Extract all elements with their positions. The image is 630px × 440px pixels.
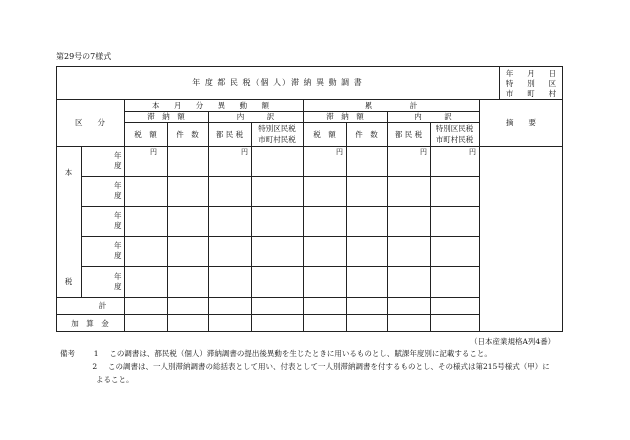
yen-mark: 円 — [469, 148, 476, 156]
cumulative-header: 累 計 — [364, 100, 418, 110]
form-number: 第29号の7様式 — [56, 52, 112, 61]
paper-standard-note: （日本産業規格A列4番） — [470, 337, 556, 346]
special-ward-tax-line1: 特別区民税 — [258, 124, 296, 133]
hon-label: 本 — [64, 167, 73, 177]
month-label: 月 — [527, 68, 535, 78]
fiscal-year-label: 年 度 — [114, 241, 122, 260]
special-ward-tax-header-1 — [251, 123, 303, 146]
date-block — [499, 68, 563, 98]
form-title: 年 度 都 民 税（個 人）滞 納 異 動 調 書 — [192, 78, 363, 87]
note-2-number: 2 — [92, 362, 98, 371]
addition-label: 加 算 金 — [71, 318, 109, 328]
breakdown-header-1: 内 訳 — [236, 112, 275, 121]
zei-label: 税 — [64, 276, 73, 286]
municipality-char-3: 村 — [548, 88, 557, 98]
category-header: 区 分 — [75, 118, 105, 127]
fiscal-year-label: 年 度 — [114, 211, 122, 230]
year-label: 年 — [505, 68, 514, 78]
tomin-tax-header-1: 都 民 税 — [215, 129, 244, 139]
delinquent-amount-header-1: 滞 納 額 — [147, 112, 185, 121]
note-1-number: 1 — [93, 349, 99, 358]
note-2-text: この調書は、一人別滞納調書の総括表として用い、付表として一人別滞納調書を付するものとし、その様式は第215号様式（甲）に — [107, 362, 550, 371]
tax-amount-header-2: 税 額 — [313, 129, 336, 139]
yen-mark: 円 — [420, 148, 427, 156]
special-ward-tax-line1: 特別区民税 — [435, 124, 474, 133]
municipality-char-2: 町 — [527, 88, 535, 98]
remarks-header: 摘 要 — [506, 118, 536, 127]
special-ward-char-3: 区 — [548, 78, 557, 88]
fiscal-year-label: 年 度 — [114, 272, 122, 291]
fiscal-year-label: 年 度 — [114, 181, 122, 200]
tomin-tax-header-2: 都 民 税 — [394, 129, 423, 139]
delinquent-amount-header-2: 滞 納 額 — [326, 112, 364, 121]
special-ward-char-2: 別 — [527, 78, 535, 88]
special-ward-tax-line2: 市町村民税 — [258, 135, 296, 144]
total-label: 計 — [98, 301, 107, 310]
municipality-char-1: 市 — [505, 88, 514, 98]
note-1 — [60, 348, 492, 360]
yen-mark: 円 — [336, 148, 343, 156]
yen-mark: 円 — [241, 148, 248, 156]
monthly-change-header: 本 月 分 異 動 額 — [152, 100, 275, 110]
day-label: 日 — [548, 68, 557, 78]
note-1-text: この調書は、都民税（個人）滞納調書の提出後異動を生じたときに用いるものとし、賦課年度別に記載すること。 — [109, 349, 492, 358]
special-ward-tax-line2: 市町村民税 — [435, 135, 474, 144]
special-ward-char-1: 特 — [505, 78, 514, 88]
tax-amount-header-1: 税 額 — [134, 129, 157, 139]
note-2 — [60, 361, 550, 373]
count-header-2: 件 数 — [355, 129, 378, 139]
fiscal-year-label: 年 度 — [114, 151, 122, 170]
notes-label: 備考 — [60, 349, 75, 358]
note-2-continuation: よること。 — [96, 375, 134, 384]
count-header-1: 件 数 — [176, 129, 199, 139]
special-ward-tax-header-2 — [430, 123, 479, 146]
breakdown-header-2: 内 訳 — [414, 112, 452, 121]
yen-mark: 円 — [150, 148, 157, 156]
